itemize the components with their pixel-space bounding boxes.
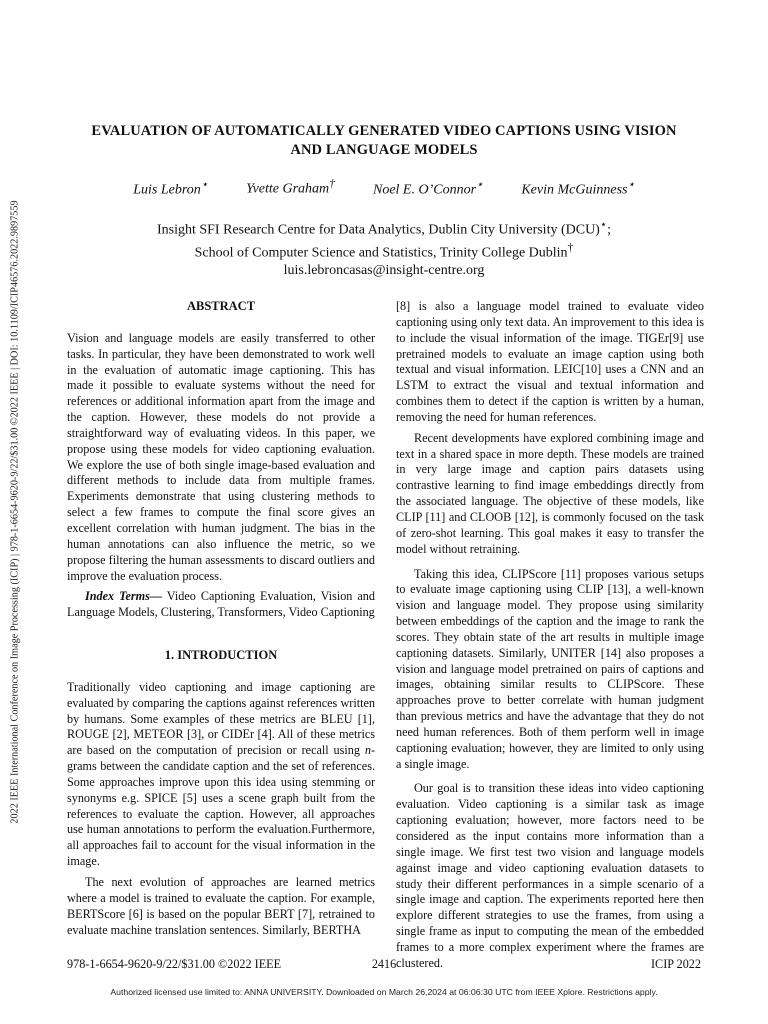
affiliation-tcd: School of Computer Science and Statistics, Trinity College Dublin† bbox=[194, 241, 574, 261]
title-line-1: EVALUATION OF AUTOMATICALLY GENERATED VIDEO CAPTIONS USING VISION bbox=[91, 123, 677, 139]
intro-paragraph-5: Taking this idea, CLIPScore [11] proposes various setups to evaluate image captioning using CLIP [13], a well-known vision and language model. They propose using similarity between embeddings of the caption and the image to rank the scores. They obtain state of the art results in multiple image captioning datasets. Similarly, UNITER [14] also proposes a vision and language model pretrained on pairs of captions and images, obtaining similar results to CLIPScore. These approaches prove to better correlate with human judgment than previous metrics and have the advantage that they do not need human references. Both of them perform well in image captioning evaluation; however, they are limited to only using a single image. bbox=[396, 566, 704, 771]
page-footer bbox=[67, 957, 701, 973]
paper-title bbox=[60, 122, 708, 160]
intro-paragraph-6: Our goal is to transition these ideas into video captioning evaluation. Video captioning is a similar task as image captioning evaluation; however, more factors need to be considered as the input contains more information than a single image. We first test two vision and language models against image and video captioning evaluation datasets to study their different performances in a simple scenario of a single image and caption. The experiments reported here then explore different strategies to use the frames, from using a single frame as input to computing the mean of the embedded frames to a more complex experiment where the frames are clustered. bbox=[396, 781, 704, 970]
index-terms-label: Index Terms— bbox=[85, 589, 163, 604]
intro-paragraph-1: Traditionally video captioning and image captioning are evaluated by comparing the captions against references written by humans. Some examples of these metrics are BLEU [1], ROUGE [2], METEOR [3], or CIDEr [4]. All of these metrics are based on the computation of precision or recall using n-grams between the candidate caption and the set of references. Some approaches improve upon this idea using stemming or synonyms e.g. SPICE [5] uses a scene graph built from the references to evaluate the caption. However, all approaches use human annotations to perform the evaluation.Furthermore, all approaches fail to account for the visual information in the image. bbox=[67, 679, 375, 869]
abstract-text: Vision and language models are easily transferred to other tasks. In particular, they have been demonstrated to work well in the evaluation of automatic image captioning. This has made it possible to evaluate systems without the need for references or additional information apart from the image and the caption. However, these models do not provide a straightforward way of evaluating videos. In this paper, we propose using these models for video captioning evaluation. We explore the use of both single image-based evaluation and different methods to include data from multiple frames. Experiments demonstrate that using clustering methods to select a few frames to compute the final score gives an excellent correlation with human judgment. The bias in the human annotations can also influence the metric, so we propose filtering the human assessments to discard outliers and improve the evaluation process. bbox=[67, 330, 376, 583]
author-4: Kevin McGuinness⋆ bbox=[521, 178, 635, 198]
title-line-2: AND LANGUAGE MODELS bbox=[290, 142, 478, 158]
author-2: Yvette Graham† bbox=[246, 177, 335, 197]
intro-paragraph-2: The next evolution of approaches are learned metrics where a model is trained to evaluate the caption. For example, BERTScore [6] is based on the popular BERT [7], retrained to evaluate machine translation sentences. Similarly, BERTHA bbox=[67, 875, 375, 937]
doi-sidebar bbox=[0, 0, 30, 1024]
author-1: Luis Lebron⋆ bbox=[133, 178, 209, 198]
author-email: luis.lebroncasas@insight-centre.org bbox=[283, 263, 485, 279]
intro-paragraph-3: [8] is also a language model trained to evaluate video captioning using only text data. An improvement to this idea is to include the visual information of the image. TIGEr[9] use pretrained models to evaluate an image caption using both textual and visual information. LEIC[10] uses a CNN and an LSTM to extract the visual and textual information and combines them to detect if the caption is written by a human, removing the need for human references. bbox=[396, 299, 704, 424]
index-terms: Index Terms— Video Captioning Evaluation, Vision and Language Models, Clustering, Transformers, Video Captioning bbox=[67, 589, 375, 620]
left-column bbox=[67, 299, 375, 938]
author-3: Noel E. O’Connor⋆ bbox=[372, 178, 484, 198]
license-notice: Authorized licensed use limited to: ANNA UNIVERSITY. Downloaded on March 26,2024 at 06:06:30 UTC from IEEE Xplore. Restrictions apply. bbox=[110, 987, 658, 997]
page-number: 2416 bbox=[371, 957, 397, 971]
author-list bbox=[70, 177, 698, 199]
intro-paragraph-4: Recent developments have explored combining image and text in a shared space in more depth. These models are trained in very large image and caption pairs datasets using contrastive learning to find image embeddings directly from the associated language. The objective of these models, like CLIP [11] and CLOOB [12], is commonly focused on the task of zero-shot learning. This goal makes it easy to transfer the model without retraining. bbox=[396, 430, 704, 556]
footer-isbn: 978-1-6654-9620-9/22/$31.00 ©2022 IEEE bbox=[67, 957, 282, 971]
abstract-heading: ABSTRACT bbox=[186, 299, 256, 313]
affiliation-dcu: Insight SFI Research Centre for Data Analytics, Dublin City University (DCU)⋆; bbox=[156, 218, 612, 238]
sidebar-doi-text: 2022 IEEE International Conference on Image Processing (ICIP) | 978-1-6654-9620-9/22/$31.00 ©2022 IEEE | DOI: 10.1109/ICIP46576.2022.9897559 bbox=[9, 200, 21, 824]
intro-heading: 1. INTRODUCTION bbox=[164, 648, 278, 663]
footer-conference: ICIP 2022 bbox=[651, 957, 701, 971]
affiliations bbox=[60, 216, 708, 280]
right-column bbox=[396, 299, 704, 972]
